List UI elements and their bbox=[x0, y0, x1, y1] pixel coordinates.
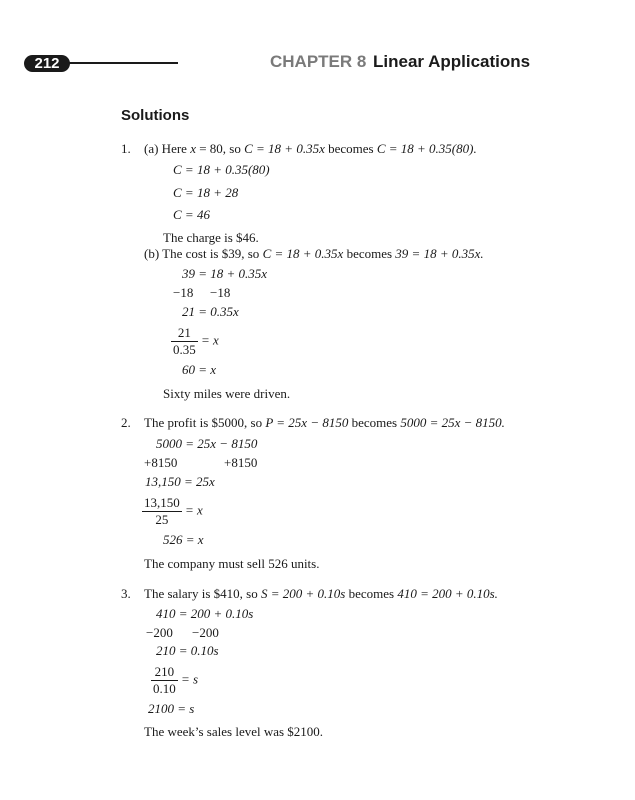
problem-2-step-2-left: +8150 bbox=[144, 455, 178, 470]
problem-3-fraction-step: $\frac{210}{0.10}$ = s bbox=[153, 664, 199, 696]
problem-1b-step-1: 39 = 18 + 0.35x bbox=[182, 266, 268, 281]
problem-1-number: 1. bbox=[121, 141, 131, 156]
problem-3-step-2-left: −200 bbox=[146, 625, 173, 640]
problem-1b-step-5: 60 = x bbox=[182, 362, 217, 377]
problem-3-step-5: 2100 = s bbox=[148, 701, 195, 716]
problem-1b-conclusion: Sixty miles were driven. bbox=[163, 386, 291, 401]
problem-2-number: 2. bbox=[121, 415, 131, 430]
chapter-label: CHAPTER 8 bbox=[270, 52, 367, 71]
problem-3-intro: The salary is $410, so S = 200 + 0.10s becomes 410 = 200 + 0.10s. bbox=[144, 586, 498, 601]
problem-2-conclusion: The company must sell 526 units. bbox=[144, 556, 320, 571]
problem-2-step-1: 5000 = 25x − 8150 bbox=[156, 436, 258, 451]
problem-2-fraction-step: $\frac{13,150}{25}$ = x bbox=[144, 495, 203, 527]
page-number-badge: 212 bbox=[24, 55, 70, 72]
fraction: $\frac{13,150}{25}$ bbox=[144, 495, 180, 527]
problem-1a-step-3: C = 46 bbox=[173, 207, 210, 222]
problem-3-step-3: 210 = 0.10s bbox=[156, 643, 219, 658]
problem-2-step-3: 13,150 = 25x bbox=[145, 474, 215, 489]
problem-1b-fraction-step: $\frac{21}{0.35}$ = x bbox=[173, 325, 219, 357]
problem-1a-conclusion: The charge is $46. bbox=[163, 230, 259, 245]
problem-1a-step-2: C = 18 + 28 bbox=[173, 185, 239, 200]
problem-2-intro: The profit is $5000, so P = 25x − 8150 becomes 5000 = 25x − 8150. bbox=[144, 415, 505, 430]
problem-3-step-1: 410 = 200 + 0.10s bbox=[156, 606, 254, 621]
problem-1b-step-2-right: −18 bbox=[210, 285, 231, 300]
problem-1a-intro: (a) Here x = 80, so C = 18 + 0.35x becomes C = 18 + 0.35(80). bbox=[144, 141, 477, 156]
chapter-title: Linear Applications bbox=[373, 52, 531, 71]
problem-1b-step-3: 21 = 0.35x bbox=[182, 304, 239, 319]
fraction: $\frac{21}{0.35}$ bbox=[173, 325, 196, 357]
problem-1b-intro: (b) The cost is $39, so C = 18 + 0.35x becomes 39 = 18 + 0.35x. bbox=[144, 246, 484, 261]
problem-3-step-2-right: −200 bbox=[192, 625, 219, 640]
problem-3-conclusion: The week’s sales level was $2100. bbox=[144, 724, 324, 739]
fraction: $\frac{210}{0.10}$ bbox=[153, 664, 176, 696]
problem-2-step-5: 526 = x bbox=[163, 532, 204, 547]
section-heading: Solutions bbox=[121, 107, 190, 124]
header-rule bbox=[68, 62, 178, 64]
problem-2-step-2-right: +8150 bbox=[224, 455, 258, 470]
problem-1a-step-1: C = 18 + 0.35(80) bbox=[173, 162, 270, 177]
problem-3-number: 3. bbox=[121, 586, 131, 601]
problem-1b-step-2-left: −18 bbox=[173, 285, 194, 300]
